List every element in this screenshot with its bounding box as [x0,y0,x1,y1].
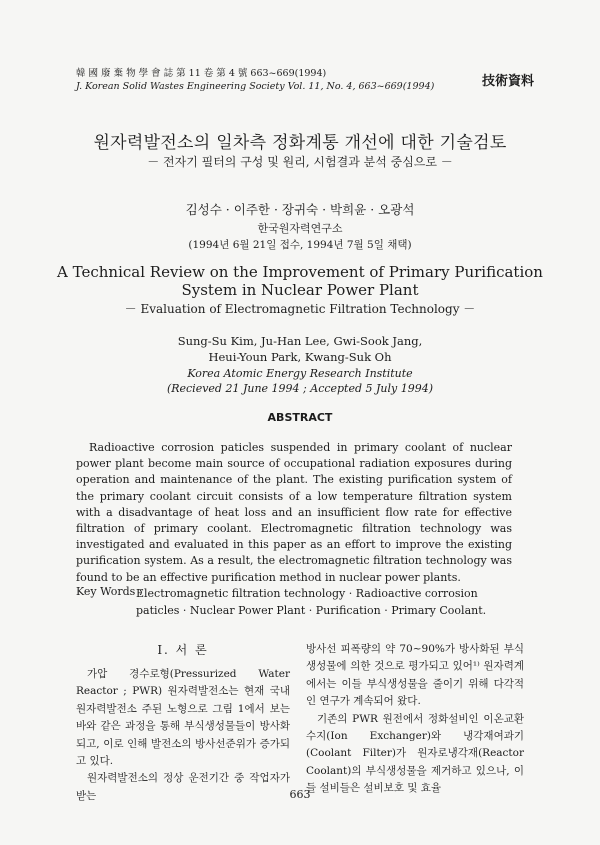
english-subtitle: － Evaluation of Electromagnetic Filtration Technology － [124,302,476,316]
korean-dates: (1994년 6월 21일 접수, 1994년 7월 5일 채택) [188,239,412,251]
right-column-paragraph: 기존의 PWR 원전에서 정화설비인 이온교환수지(Ion Exchanger)와 냉각재여과기(Coolant Filter)가 원자로냉각재(Reactor Coolant)의 부식생성물을 제거하고 있으나, 이들 설비들은 설비보호 및 효율 [306,712,524,795]
keywords-label: Key Words : [76,585,143,598]
english-authors-line2: Heui-Youn Park, Kwang-Suk Oh [208,350,392,364]
korean-authors: 김성수 · 이주한 · 장귀숙 · 박희윤 · 오광석 [185,202,415,217]
english-affiliation: Korea Atomic Energy Research Institute [187,367,413,380]
section-tag: 技術資料 [481,74,534,89]
journal-header-english: J. Korean Solid Wastes Engineering Society Vol. 11, No. 4, 663~669(1994) [76,81,435,92]
journal-header-korean: 韓 國 廢 棄 物 學 會 誌 第 11 卷 第 4 號 663~669(1994) [76,68,327,79]
korean-title: 원자력발전소의 일차측 정화계통 개선에 대한 기술검토 [93,133,507,153]
right-column-paragraph: 방사선 피폭량의 약 70~90%가 방사화된 부식생성물에 의한 것으로 평가되고 있어¹⁾ 원자력계에서는 이들 부식생성물을 줄이기 위해 다각적인 연구가 계속되어 왔다. [306,643,524,708]
korean-affiliation: 한국원자력연구소 [257,222,343,235]
left-column-paragraph: 가압 경수로형(Pressurized Water Reactor ; PWR) 원자력발전소는 현재 국내 원자력발전소 주된 노형으로 그림 1에서 보는 바와 같은 과정을 통해 부식생성물들이 방사화되고, 이로 인해 발전소의 방사선준위가 증가되고 있다. [76,668,290,768]
left-column [76,666,290,805]
page-number: 663 [289,788,311,801]
english-authors-line1: Sung-Su Kim, Ju-Han Lee, Gwi-Sook Jang, [177,334,423,348]
english-title-line2: System in Nuclear Power Plant [181,281,419,299]
right-column [306,641,524,798]
abstract-body: Radioactive corrosion paticles suspended in primary coolant of nuclear power plant become main source of occupational radiation exposures during operation and maintenance of the plant. The existing purification system of the primary coolant circuit consists of a low temperature filtration system with a disadvantage of heat loss and an insufficient flow rate for effective filtration of primary coolant. Electromagnetic filtration technology was investigated and evaluated in this paper as an effort to improve the existing purification system. As a result, the electromagnetic filtration technology was found to be an effective purification method in nuclear power plants. [76,441,512,584]
introduction-heading: Ⅰ. 서 론 [157,643,209,657]
abstract-heading: ABSTRACT [267,411,333,424]
korean-subtitle: － 전자기 필터의 구성 및 원리, 시험결과 분석 중심으로 － [147,155,453,169]
english-title-line1: A Technical Review on the Improvement of Primary Purification [57,263,543,281]
english-dates: (Recieved 21 June 1994 ; Accepted 5 July 1994) [166,382,434,395]
left-column-paragraph: 원자력발전소의 정상 운전기간 중 작업자가 받는 [76,772,290,802]
keywords-text: Electromagnetic filtration technology · Radioactive corrosion paticles · Nuclear Power Plant · Purification · Primary Coolant. [136,587,487,617]
